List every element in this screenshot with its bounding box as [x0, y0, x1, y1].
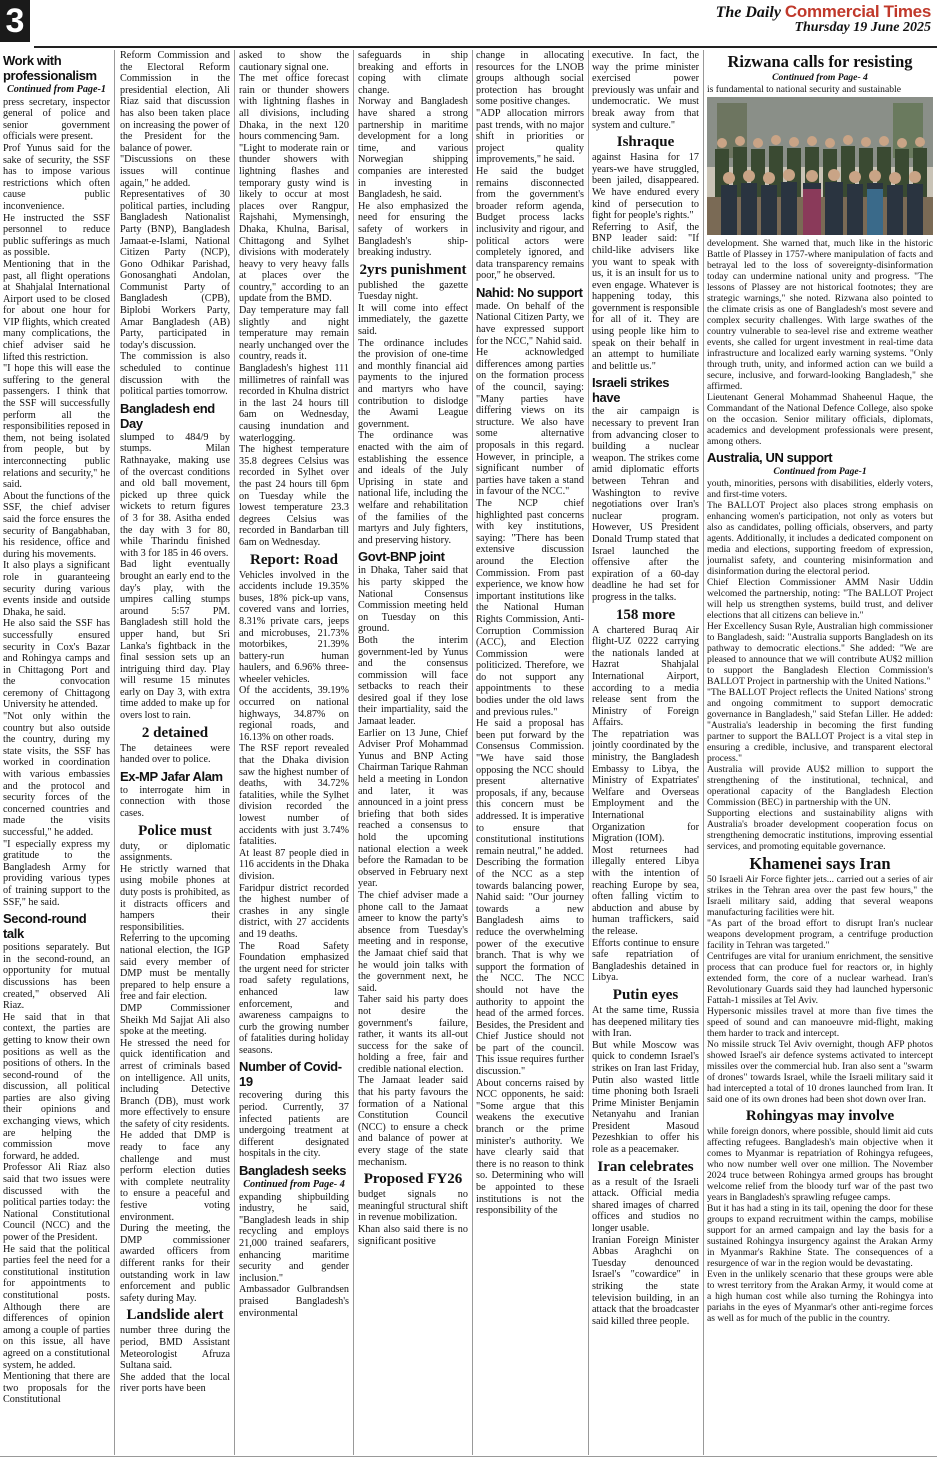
paragraph: Bad light eventually brought an early end to the day's play, with the umpires calling stumps around 5:57 PM. Bangladesh still hold the upper hand, but Sri Lanka's fightback in the final session sets up an intriguing third day. Play will resume 15 minutes early on Day 3, with extra time added to make up for overs lost to rain.: [120, 559, 230, 722]
headline: Ex-MP Jafar Alam: [120, 768, 223, 784]
paragraph: Bangladesh's highest 111 millimetres of rainfall was recorded in Khulna district in the last 24 hours till 6am on Wednesday, causing inundation and waterlogging.: [239, 363, 349, 444]
paragraph: Centrifuges are vital for uranium enrichment, the sensitive process that can produce fuel for reactors or, in highly extended form, the core of a nuclear warhead. Iran's Revolutionary Guards said they had launched hypersonic Fattah-1 missiles at Tel Aviv.: [707, 951, 933, 1006]
headline: Report: Road: [250, 551, 338, 568]
headline: 2yrs punishment: [359, 261, 467, 278]
paragraph: The NCP chief highlighted past concerns with key institutions, saying: "There has been extensive discussion around the Election Commission. From past experience, we know how important institutions like the National Human Rights Commission, Anti-Corruption Commission (ACC), and Election Commission were politicized. Therefore, we do not support any appointments to these bodies under the old laws and previous rules.": [476, 497, 584, 718]
paragraph: But while Moscow was quick to condemn Israel's strikes on Iran last Friday, Putin also wasted little time phoning both Israeli Prime Minister Benjamin Netanyahu and Iranian President Masoud Pezeshkian to offer his role as a peacemaker.: [592, 1039, 699, 1156]
masthead-commercial-times: Commercial Times: [784, 2, 931, 21]
paragraph: while foreign donors, where possible, should limit aid cuts affecting refugees. Bangladesh's main objective when it comes to Myanmar is repatriation of Rohingya refugees, who now number well over one million. The November 2024 truce between Rohingya armed groups has brought welcome relief from the bloody turf war of the past two years in Bangladesh's sprawling refugee camps.: [707, 1126, 933, 1203]
continued-from-note: Continued from Page- 4: [772, 72, 868, 83]
paragraph: "Discussions on these issues will continue again," he added.: [120, 154, 230, 189]
paragraph: He stressed the need for quick identification and arrest of criminals based on intelligence. All units, including Detective Branch (DB), must work more effectively to ensure the safety of city residents.: [120, 1037, 230, 1130]
paragraph: The commission is also scheduled to continue discussion with the political parties tomorrow.: [120, 351, 230, 398]
paragraph: Day temperature may fall slightly and night temperature may remain nearly unchanged over the country, reads it.: [239, 305, 349, 363]
paragraph: Faridpur district recorded the highest number of crashes in any single district, with 27 accidents and 19 deaths.: [239, 882, 349, 940]
paragraph: The Road Safety Foundation emphasized the urgent need for stricter road safety regulations, enhanced law enforcement, and awareness campaigns to curb the growing number of fatalities during holiday seasons.: [239, 940, 349, 1056]
paragraph: Lieutenant General Mohammad Shaheenul Haque, the Commandant of the National Defence College, also spoke on the occasion. Senior military officials, diplomats, academics and development professionals were present, among others.: [707, 392, 933, 447]
paragraph: asked to show the cautionary signal one.: [239, 50, 349, 73]
column-rule: [234, 50, 235, 1455]
paragraph: expanding shipbuilding industry, he said, "Bangladesh leads in ship recycling and employs 21,000 trained seafarers, enhancing maritime security and gender inclusion.": [239, 1191, 349, 1284]
paragraph: is fundamental to national security and sustainable: [707, 84, 901, 95]
paragraph: Mentioning that in the past, all flight operations at Shahjalal International Airport used to be closed for about one hour for VIP flights, which created many complications, the chief adviser said he lifted this restriction.: [3, 258, 110, 363]
paragraph: Hypersonic missiles travel at more than five times the speed of sound and can manoeuvre mid-flight, making them harder to track and intercept.: [707, 1006, 933, 1039]
paragraph: "As part of the broad effort to disrupt Iran's nuclear weapons development program, a centrifuge production facility in Tehran was targeted.": [707, 918, 933, 951]
paragraph: Referring to the upcoming national election, the IGP said every member of DMP must be mentally prepared to help ensure a free and fair election.: [120, 933, 230, 1003]
column-4: [358, 50, 468, 1247]
paragraph: Vehicles involved in the accidents include 19.35% buses, 18% pick-up vans, covered vans and lorries, 8.31% private cars, jeeps and microbuses, 21.73% motorbikes, 21.39% battery-run human haulers, and 6.96% three-wheeler vehicles.: [239, 569, 349, 685]
paragraph: recovering during this period. Currently, 37 infected patients are undergoing treatment at different designated hospitals in the city.: [239, 1090, 349, 1160]
masthead-date: Thursday 19 June 2025: [794, 20, 931, 35]
paragraph: A chartered Buraq Air flight-UZ 0222 carrying the nationals landed at Hazrat Shahjalal International Airport, according to a media release sent from the Ministry of Foreign Affairs.: [592, 624, 699, 729]
paragraph: He also emphasized the need for ensuring the safety of workers in Bangladesh's ship-breaking industry.: [358, 200, 468, 259]
paragraph: He said a proposal has been put forward by the Consensus Commission. "We have said those opposing the NCC should present alternative proposals, if any, because this concern must be addressed. It is imperative to ensure that constitutional institutions remain neutral," he added.: [476, 718, 584, 857]
paragraph: Efforts continue to ensure safe repatriation of Bangladeshis detained in Libya.: [592, 937, 699, 984]
headline: Putin eyes: [612, 986, 679, 1003]
paragraph: Chief Election Commissioner AMM Nasir Uddin welcomed the partnership, noting: "The BALLOT Project will help us strengthen systems, build trust, and deliver elections that all citizens can believe in.": [707, 577, 933, 621]
paragraph: At least 87 people died in 116 accidents in the Dhaka division.: [239, 847, 349, 882]
paragraph: number three during the period, BMD Assistant Meteorologist Afruza Sultana said.: [120, 1325, 230, 1372]
paragraph: safeguards in ship breaking and efforts in coping with climate change.: [358, 50, 468, 96]
headline: Police must: [138, 822, 212, 839]
paragraph: About concerns raised by NCC opponents, he said: "Some argue that this weakens the executive branch or the prime minister's authority. We have clearly said that there is no reason to think so. Determining who will be appointed to these institutions is not the responsibility of the: [476, 1077, 584, 1217]
headline: Number of Covid-19: [239, 1059, 342, 1090]
paragraph: Both the interim government-led by Yunus and the consensus commission will face setbacks to reach their desired goal if they lose their impartiality, said the Jamaat leader.: [358, 634, 468, 728]
paragraph: The met office forecast rain or thunder showers with lightning flashes in all divisions, including Dhaka, in the next 120 hours commencing 9am.: [239, 73, 349, 143]
paragraph: At the same time, Russia has deepened military ties with Iran.: [592, 1004, 699, 1040]
column-2: [120, 50, 230, 1395]
bottom-rule: [0, 1456, 937, 1457]
paragraph: against Hasina for 17 years-we have struggled, been jailed, disappeared. We have endured every kind of persecution to fight for people's rights.": [592, 152, 699, 222]
headline: Israeli strikes have: [592, 375, 670, 406]
paragraph: Khan also said there is no significant positive: [358, 1224, 468, 1247]
paragraph: Even in the unlikely scenario that these groups were able to wrest territory from the Arakan Army, it would come at a high human cost while also turning the Rohingya into pariahs in the eyes of Myanmar's other anti-regime forces as well as for much of the public in the country.: [707, 1269, 933, 1324]
headline: Ishraque: [616, 134, 675, 151]
paragraph: Referring to Asif, the BNP leader said: "If child-like advisers like you want to speak with us, it is an insult for us to even engage. Whatever is happening today, this government is responsible for all of it. They are using people like him to speak on their behalf in an attempt to humiliate and belittle us.": [592, 221, 699, 372]
paragraph: change in allocating resources for the LNOB groups although social protection has brought some positive changes.: [476, 50, 584, 108]
paragraph: The RSF report revealed that the Dhaka division saw the highest number of deaths, with 34.72% fatalities, while the Sylhet division recorded the lowest number of accidents with just 3.74% fatalities.: [239, 743, 349, 848]
paragraph: development. She warned that, much like in the historic Battle of Plassey in 1757-where manipulation of facts and betrayal led to the loss of sovereignty-disinformation today can undermine national unity and progress. "The lessons of Plassey are not historical footnotes; they are strategic warnings," she noted. Rizwana also pointed to the climate crisis as one of Bangladesh's most severe and complex security challenges. With large swathes of the country vulnerable to sea-level rise and extreme weather events, she called for urgent investment in real-time data infrastructure and localized early warning systems. "Only through truth, unity, and informed action can we build a secure, inclusive, and forward-looking Bangladesh," she affirmed.: [707, 238, 933, 392]
paragraph: Ambassador Gulbrandsen praised Bangladesh's environmental: [239, 1284, 349, 1319]
headline: Bangladesh end Day: [120, 400, 215, 431]
headline: Govt-BNP joint: [358, 549, 445, 565]
paragraph: press secretary, inspector general of police and senior government officials were present.: [3, 96, 110, 143]
paragraph: He instructed the SSF personnel to reduce public sufferings as much as possible.: [3, 212, 110, 259]
paragraph: He also said the SSF has successfully ensured security in Cox's Bazar and Rohingya camps and in Chittagong Port and the convocation ceremony of Chittagong University he attended.: [3, 618, 110, 711]
paragraph: The chief adviser made a phone call to the Jamaat ameer to know the party's absence from Tuesday's meeting and in response, the Jamaat chief said that he would join talks with the government next, he said.: [358, 889, 468, 994]
paragraph: The detainees were handed over to police.: [120, 742, 230, 766]
headline: Work with professionalism: [3, 53, 97, 83]
headline: Khamenei says Iran: [749, 854, 891, 873]
paragraph: "ADP allocation mirrors past trends, with no major shift in priorities or project quality improvements," he said.: [476, 107, 584, 166]
column-7: [707, 50, 933, 1324]
paragraph: The Jamaat leader said that his party favours the formation of a National Constitution Council (NCC) to ensure a check and balance of power at every stage of the state mechanism.: [358, 1075, 468, 1168]
headline: 158 more: [615, 606, 676, 623]
column-rule: [588, 50, 589, 1455]
column-rule: [703, 50, 704, 1455]
paragraph: Reform Commission and the Electoral Reform Commission in the presidential election, Ali Riaz said that discussion has also been taken place on increasing the power of the President for the balance of power.: [120, 50, 230, 154]
continued-from-note: Continued from Page-1: [773, 466, 867, 477]
page-number: 3: [0, 0, 30, 42]
paragraph: Her Excellency Susan Ryle, Australian high commissioner to Bangladesh, said: "Australia supports Bangladesh on its pathway to democratic elections." She added: "We are pleased to announce that we will contribute AU$2 million to support the Bangladesh Election Commission's BALLOT Project in partnership with the United Nations.": [707, 621, 933, 687]
paragraph: "I especially express my gratitude to the Bangladesh Army for providing various types of training support to the SSF," he said.: [3, 838, 110, 908]
paragraph: Supporting elections and sustainability aligns with Australia's broader development cooperation focus on strengthening democratic institutions, improving essential services, and promoting equitable governance.: [707, 808, 933, 852]
paragraph: Of the accidents, 39.19% occurred on national highways, 34.87% on regional roads, and 16.13% on other roads.: [239, 685, 349, 743]
headline: Rizwana calls for resisting: [727, 52, 913, 71]
paragraph: youth, minorities, persons with disabilities, elderly voters, and first-time voters.: [707, 478, 933, 500]
paragraph: "The BALLOT Project reflects the United Nations' strong and ongoing commitment to support democratic governance in Bangladesh," said Stefan Liller. He added: "Australia's leadership in becoming the first funding partner to support the BALLOT Project is a vital step in ensuring a credible, inclusive, and transparent electoral process.": [707, 687, 933, 764]
paragraph: DMP Commissioner Sheikh Md Sajjat Ali also spoke at the meeting.: [120, 1002, 230, 1038]
masthead: [716, 2, 931, 36]
paragraph: During the meeting, the DMP commissioner awarded officers from different ranks for their outstanding work in law enforcement and public safety during May.: [120, 1223, 230, 1304]
headline: Bangladesh seeks: [239, 1163, 347, 1179]
paragraph: Australia will provide AU$2 million to support the strengthening of the institutional, technical, and operational capacity of the Bangladesh Election Commission (BEC) in partnership with the UN.: [707, 764, 933, 808]
headline: Australia, UN support: [707, 450, 833, 465]
column-3: [239, 50, 349, 1319]
paragraph: Representatives of 30 political parties, including Bangladesh Nationalist Party (BNP), Bangladesh Jamaat-e-Islami, National Citizen Party (NCP), Gono Odhikar Parishad, Gonosanghati Andolan, Communist Party of Bangladesh (CPB), Biplobi Workers Party, Amar Bangladesh (AB) Party, participated in today's discussion.: [120, 189, 230, 351]
column-rule: [353, 50, 354, 1455]
headline: Nahid: No support: [476, 284, 583, 300]
masthead-title: [716, 2, 931, 22]
paragraph: duty, or diplomatic assignments.: [120, 840, 230, 864]
column-6: [592, 50, 699, 1327]
paragraph: The highest temperature 35.8 degrees Celsius was recorded in Sylhet over the past 24 hours till 6pm on Tuesday while the lowest temperature 23.3 degrees Celsius was recorded in Bandarban till 6am on Wednesday.: [239, 444, 349, 548]
paragraph: He said that the political parties feel the need for a constitutional institution for appointments to constitutional posts. Although there are differences of opinion among a couple of parties on this issue, all have agreed on a constitutional system, he added.: [3, 1243, 110, 1371]
column-5: [476, 50, 584, 1217]
paragraph: in Dhaka, Taher said that his party skipped the National Consensus Commission meeting held on Tuesday on this ground.: [358, 565, 468, 635]
paragraph: Mentioning that there are two proposals for the Constitutional: [3, 1371, 110, 1406]
paragraph: "Light to moderate rain or thunder showers with lightning flashes and temporary gusty wind is likely to occur at most places over Rangpur, Rajshahi, Mymensingh, Dhaka, Khulna, Barisal, Chittagong and Sylhet divisions with moderately heavy to very heavy falls at places over the country," according to an update from the BMD.: [239, 142, 349, 305]
paragraph: He acknowledged differences among parties on the formation process of the council, saying: "Many parties have differing views on its structure. We also have some alternative proposals in this regard. However, in principle, a significant number of parties have taken a stand in favour of the NCC.": [476, 347, 584, 498]
headline: Iran celebrates: [597, 1158, 694, 1175]
paragraph: Iranian Foreign Minister Abbas Araghchi on Tuesday denounced Israel's "cowardice" in striking the state television building, in an attack that the broadcaster said killed three people.: [592, 1234, 699, 1327]
paragraph: executive. In fact, the way the prime minister exercised power previously was unfair and undemocratic. We must break away from that system and culture.": [592, 50, 699, 131]
paragraph: 50 Israeli Air Force fighter jets... carried out a series of air strikes in the Tehran area over the past few hours," the Israeli military said, adding that several weapons manufacturing facilities were hit.: [707, 874, 933, 918]
paragraph: Describing the formation of the NCC as a step towards balancing power, Nahid said: "Our journey towards a new Bangladesh aims to reduce the overwhelming power of the executive branch. That is why we support the formation of the NCC. The NCC should not have the authority to appoint the head of the armed forces. Besides, the President and Chief Justice should not be part of the council. This issue requires further discussion.": [476, 857, 584, 1078]
continued-from-note: Continued from Page-1: [6, 84, 107, 95]
paragraph: The repatriation was jointly coordinated by the ministry, the Bangladesh Embassy to Libya, the Ministry of Expatriates' Welfare and Overseas Employment and the International Organization for Migration (IOM).: [592, 728, 699, 845]
paragraph: But it has had a sting in its tail, opening the door for these groups to expand recruitment within the camps, mobilise support for an armed campaign and lay the basis for a sustained Rohingya insurgency against the Arakan Army in Myanmar's Rakhine State. The consequences of a resurgence of war in the region would be devastating.: [707, 1203, 933, 1269]
paragraph: Prof Yunus said for the sake of security, the SSF has to impose various restrictions which often cause public inconvenience.: [3, 142, 110, 212]
paragraph: He said the budget remains disconnected from the government's broader reform agenda, Budget process lacks inclusivity and rigour, and political actors were completely ignored, and data transparency remains poor," he observed.: [476, 165, 584, 282]
paragraph: The BALLOT Project also places strong emphasis on enhancing women's participation, not only as voters but also as candidates, polling officials, observers, and party agents. Additionally, it includes a dedicated component on media and elections, supporting freedom of expression, journalist safety, and countering misinformation and disinformation during the electoral period.: [707, 500, 933, 577]
paragraph: "I hope this will ease the suffering to the general passengers. I think that the SSF will successfully perform all the responsibilities reposed in them, not being isolated from people, but by interconnecting public relations and security," he said.: [3, 363, 110, 491]
paragraph: made. On behalf of the National Citizen Party, we have expressed support for the NCC," Nahid said.: [476, 300, 584, 347]
paragraph: He added that DMP is ready to face any challenge and must perform election duties with complete neutrality to ensure a peaceful and festive voting environment.: [120, 1130, 230, 1223]
column-rule: [114, 50, 115, 1455]
paragraph: positions separately. But in the second-round, an opportunity for mutual discussions has been created," observed Ali Riaz.: [3, 942, 110, 1012]
paragraph: No missile struck Tel Aviv overnight, though AFP photos showed Israel's air defence systems activated to intercept missiles over the commercial hub. Iran also sent a "swarm of drones" towards Israel, while the Israeli military said it had intercepted a total of 10 drones launched from Iran. It said one of its own drones had been shot down over Iran.: [707, 1039, 933, 1105]
paragraph: He strictly warned that using mobile phones at duty posts is prohibited, as it distracts officers and hampers their responsibilities.: [120, 863, 230, 933]
paragraph: Most returnees had illegally entered Libya with the intention of reaching Europe by sea, often falling victim to abduction and abuse by human traffickers, said the release.: [592, 844, 699, 937]
rizwana-article-head: [707, 53, 933, 95]
paragraph: He said that in that context, the parties are getting to know their own positions as well as the positions of others. In the second-round of the discussion, all political parties are also giving their opinions and exchanging views, which are helping the commission move forward, he added.: [3, 1011, 110, 1162]
continued-from-note: Continued from Page- 4: [243, 1179, 345, 1191]
paragraph: "Not only within the country but also outside the country, during my state visits, the SSF has worked in coordination with various embassies and the protocol and security forces of the concerned countries and made the visits successful," he added.: [3, 711, 110, 838]
paragraph: the air campaign is necessary to prevent Iran from advancing closer to building a nuclear weapon. The strikes come amid diplomatic efforts between Tehran and Washington to revive negotiations over Iran's nuclear program. However, US President Donald Trump stated that Israel launched the offensive after the expiration of a 60-day deadline he had set for progress in the talks.: [592, 406, 699, 603]
paragraph: It also plays a significant role in guaranteeing security during various events inside and outside Dhaka, he said.: [3, 560, 110, 618]
paragraph: to interrogate him in connection with those cases.: [120, 784, 230, 820]
column-1: [3, 50, 110, 1406]
paragraph: budget signals no meaningful structural shift in revenue mobilization.: [358, 1189, 468, 1224]
paragraph: as a result of the Israeli attack. Official media shared images of charred offices and studios no longer usable.: [592, 1176, 699, 1235]
paragraph: Earlier on 13 June, Chief Adviser Prof Mohammad Yunus and BNP Acting Chairman Tarique Rahman held a meeting in London and later, it was announced in a joint press briefing that both sides reached a consensus to hold the upcoming national election a week before the Ramadan to be observed in February next year.: [358, 727, 468, 890]
top-rule: [34, 46, 937, 48]
headline: 2 detained: [141, 724, 209, 741]
headline: Proposed FY26: [363, 1171, 463, 1188]
paragraph: Norway and Bangladesh have shared a strong partnership in maritime development for a long time, and various Norwegian shipping companies are interested in investing in Bangladesh, he said.: [358, 96, 468, 201]
paragraph: published the gazette Tuesday night.: [358, 279, 468, 303]
headline: Second-round talk: [3, 911, 87, 942]
paragraph: The ordinance was enacted with the aim of establishing the essence and ideals of the July Uprising in state and national life, including the welfare and rehabilitation of the families of the martyrs and July fighters, and preserving history.: [358, 430, 468, 546]
paragraph: About the functions of the SSF, the chief adviser said the force ensures the security of Bangabhaban, his residence, office and during his movements.: [3, 490, 110, 560]
paragraph: She added that the local river ports have been: [120, 1371, 230, 1395]
column-rule: [472, 50, 473, 1455]
headline: Landslide alert: [126, 1307, 224, 1324]
group-photo: [707, 97, 933, 235]
paragraph: It will come into effect immediately, the gazette said.: [358, 302, 468, 338]
paragraph: slumped to 484/9 by stumps. Milan Rathnayake, making use of the overcast conditions and old ball movement, picked up three quick wickets to return figures of 3 for 38. Asitha ended the day with 3 for 80, while Tharindu finished with 3 for 185 in 46 overs.: [120, 431, 230, 559]
column-7-body: [707, 238, 933, 1324]
paragraph: Taher said his party does not desire the government's failure, rather, it wants its all-out success for the sake of holding a free, fair and credible national election.: [358, 994, 468, 1075]
paragraph: The ordinance includes the provision of one-time and monthly financial aid payments to the injured and martyrs who have contribution to dislodge the Awami League government.: [358, 337, 468, 430]
masthead-the-daily: The Daily: [715, 4, 781, 21]
headline: Rohingyas may involve: [745, 1108, 895, 1124]
paragraph: Professor Ali Riaz also said that two issues were discussed with the political parties today: the National Constitutional Council (NCC) and the power of the President.: [3, 1162, 110, 1243]
